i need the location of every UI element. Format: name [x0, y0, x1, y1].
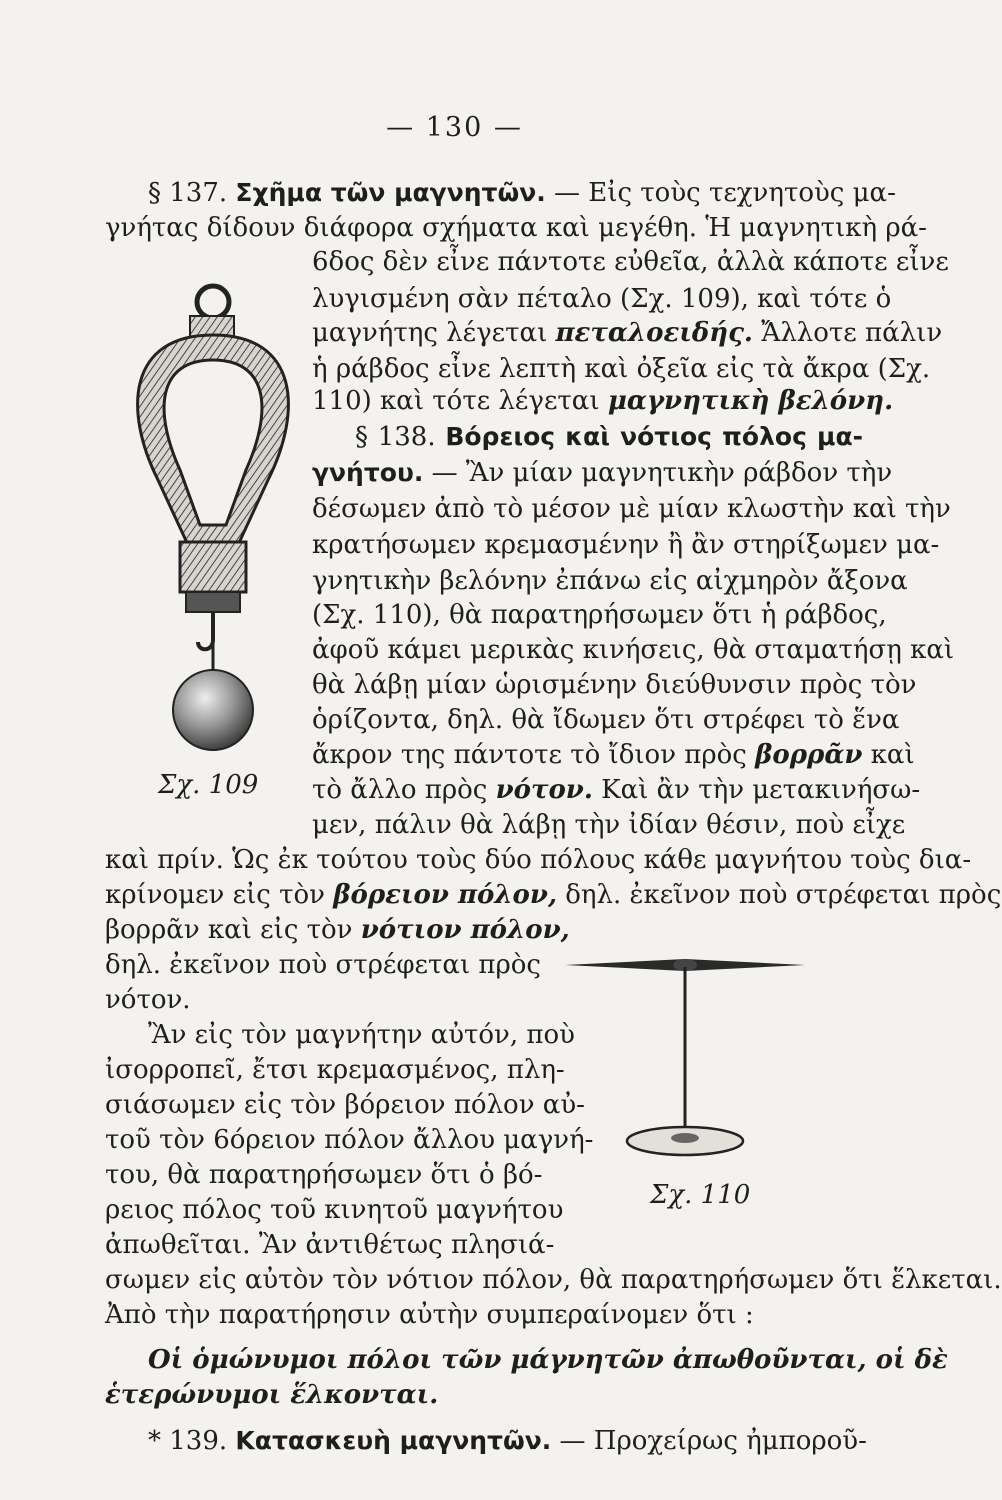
italic-term: βόρειον πόλον,	[333, 880, 557, 910]
text-span: λυγισμένη σὰν πέταλο (Σχ. 109), καὶ τότε ὁ	[312, 284, 892, 314]
text-span: ἰσορροπεῖ, ἔτσι κρεμασμένος, πλη-	[105, 1055, 565, 1085]
text-span: θὰ λάβῃ μίαν ὡρισμένην διεύθυνσιν πρὸς τὸν	[312, 670, 917, 700]
italic-term: νότον.	[495, 775, 593, 805]
text-span: δηλ. ἐκεῖνον ποὺ στρέφεται πρὸς	[557, 880, 1002, 910]
text-span: ἀπωθεῖται. Ἂν ἀντιθέτως πλησιά-	[105, 1230, 555, 1260]
text-line	[105, 1380, 863, 1410]
text-span: γνήτας δίδουν διάφορα σχήματα καὶ μεγέθη. Ἡ μαγνητικὴ ρά-	[105, 213, 927, 243]
bold-heading: Κατασκευὴ μαγνητῶν.	[235, 1426, 552, 1455]
text-line	[148, 1345, 948, 1375]
bold-heading: Βόρειος καὶ νότιος πόλος μα-	[445, 422, 863, 451]
text-span: — Ἂν μίαν μαγνητικὴν ράβδον τὴν	[423, 458, 893, 488]
text-span: νότον.	[105, 985, 191, 1015]
text-span: κρίνομεν εἰς τὸν	[105, 880, 334, 910]
text-span: μεν, πάλιν θὰ λάβῃ τὴν ἰδίαν θέσιν, ποὺ εἶχε	[312, 810, 906, 840]
text-span: γνητικὴν βελόνην ἐπάνω εἰς αἰχμηρὸν ἄξονα	[312, 566, 908, 596]
italic-term: Οἱ ὁμώνυμοι πόλοι τῶν μάγνητῶν ἀπωθοῦνται, οἱ δὲ	[148, 1345, 948, 1375]
text-line	[312, 354, 931, 384]
text-line	[312, 635, 955, 665]
text-span: (Σχ. 110), θὰ παρατηρήσωμεν ὅτι ἡ ράβδος,	[312, 600, 887, 630]
text-span: 6δος δὲν εἶνε πάντοτε εὐθεῖα, ἀλλὰ κάποτε εἶνε	[312, 247, 949, 277]
text-span: § 137.	[148, 178, 236, 208]
text-line	[105, 1195, 564, 1225]
text-line	[148, 178, 896, 208]
text-span: τοῦ τὸν 6όρειον πόλον ἄλλου μαγνή-	[105, 1125, 594, 1155]
text-span: 110) καὶ τότε λέγεται	[312, 386, 608, 416]
text-span: καὶ	[862, 740, 915, 770]
text-line	[312, 810, 906, 840]
bold-heading: γνήτου.	[312, 458, 424, 487]
text-span: κρατήσωμεν κρεμασμένην ἢ ἂν στηρίξωμεν μα-	[312, 530, 940, 560]
italic-term: βορρᾶν	[755, 740, 863, 770]
text-line	[312, 247, 949, 277]
text-span: σωμεν εἰς αὐτὸν τὸν νότιον πόλον, θὰ παρατηρήσωμεν ὅτι ἕλκεται.	[105, 1265, 1002, 1295]
text-line	[105, 1055, 565, 1085]
text-span: καὶ πρίν. Ὡς ἐκ τούτου τοὺς δύο πόλους κάθε μαγνήτου τοὺς δια-	[105, 845, 972, 875]
text-span: βορρᾶν καὶ εἰς τὸν	[105, 915, 361, 945]
horseshoe-magnet-icon	[118, 280, 308, 780]
text-line	[105, 1160, 543, 1190]
text-span: ὁρίζοντα, δηλ. θὰ ἴδωμεν ὅτι στρέφει τὸ ἕνα	[312, 705, 900, 735]
text-span: ἡ ράβδος εἶνε λεπτὴ καὶ ὀξεῖα εἰς τὰ ἄκρα (Σχ.	[312, 354, 931, 384]
text-line	[312, 386, 894, 416]
text-span: μαγνήτης λέγεται	[312, 318, 556, 348]
text-span: τὸ ἄλλο πρὸς	[312, 775, 496, 805]
text-span: Καὶ ἂν τὴν μετακινήσω-	[592, 775, 921, 805]
text-line	[312, 705, 900, 735]
text-line	[312, 600, 887, 630]
text-line	[312, 494, 951, 524]
text-span: σιάσωμεν εἰς τὸν βόρειον πόλον αὐ-	[105, 1090, 585, 1120]
figure-caption-110: Σχ. 110	[650, 1180, 751, 1210]
text-line	[105, 1230, 555, 1260]
text-line	[312, 670, 917, 700]
italic-term: ἑτερώνυμοι ἕλκονται.	[105, 1380, 439, 1410]
text-line	[312, 458, 893, 488]
magnetic-needle-icon	[560, 945, 810, 1170]
text-line	[148, 1426, 867, 1456]
text-span: δέσωμεν ἀπὸ τὸ μέσον μὲ μίαν κλωστὴν καὶ τὴν	[312, 494, 951, 524]
text-span: Ἂν εἰς τὸν μαγνήτην αὐτόν, ποὺ	[148, 1020, 575, 1050]
text-span: Ἀπὸ τὴν παρατήρησιν αὐτὴν συμπεραίνομεν ὅτι :	[105, 1300, 754, 1330]
page-number: — 130 —	[386, 112, 523, 143]
italic-term: νότιον πόλον,	[360, 915, 570, 945]
text-line	[105, 213, 927, 243]
text-span: Ἄλλοτε πάλιν	[752, 318, 943, 348]
text-span: * 139.	[148, 1426, 236, 1456]
text-line	[105, 845, 972, 875]
text-line	[105, 1090, 585, 1120]
text-line	[148, 1020, 575, 1050]
text-span: — Προχείρως ἠμποροῦ-	[551, 1426, 867, 1456]
text-span: ἀφοῦ κάμει μερικὰς κινήσεις, θὰ σταματήσῃ καὶ	[312, 635, 955, 665]
text-line	[105, 950, 541, 980]
text-line	[312, 318, 943, 348]
text-line	[312, 775, 921, 805]
text-span: § 138.	[355, 422, 446, 452]
text-span: δηλ. ἐκεῖνον ποὺ στρέφεται πρὸς	[105, 950, 541, 980]
text-line	[355, 422, 863, 452]
italic-term: μαγνητικὴ βελόνη.	[607, 386, 894, 416]
bold-heading: Σχῆμα τῶν μαγνητῶν.	[235, 178, 546, 207]
text-line	[312, 284, 892, 314]
text-line	[105, 915, 570, 945]
text-line	[105, 880, 1002, 910]
text-line	[312, 530, 940, 560]
text-line	[312, 740, 915, 770]
text-span: ἄκρον της πάντοτε τὸ ἴδιον πρὸς	[312, 740, 756, 770]
text-span: ρειος πόλος τοῦ κινητοῦ μαγνήτου	[105, 1195, 564, 1225]
text-span: — Εἰς τοὺς τεχνητοὺς μα-	[545, 178, 896, 208]
italic-term: πεταλοειδής.	[555, 318, 753, 348]
text-line	[105, 1125, 594, 1155]
text-line	[312, 566, 908, 596]
text-line	[105, 1265, 1002, 1295]
figure-caption-109: Σχ. 109	[158, 770, 259, 800]
text-line	[105, 985, 525, 1015]
text-line	[105, 1300, 863, 1330]
text-span: του, θὰ παρατηρήσωμεν ὅτι ὁ βό-	[105, 1160, 543, 1190]
